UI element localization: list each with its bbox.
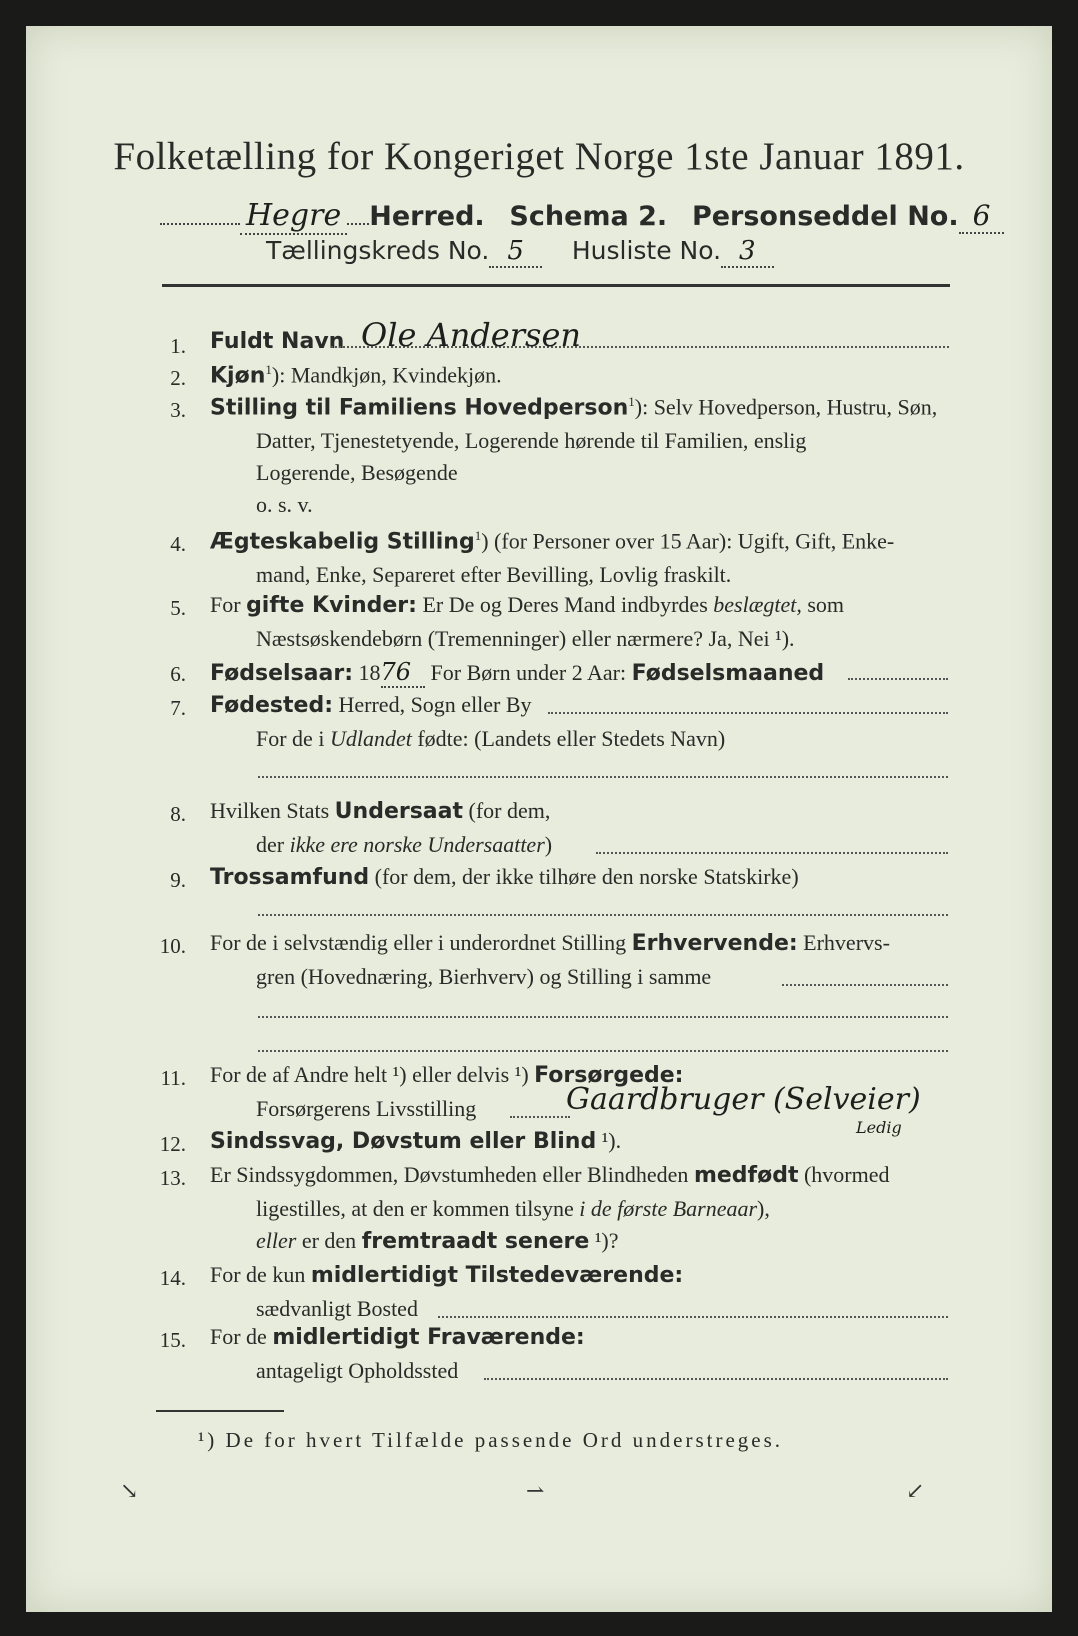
herred-value: Hegre [240, 198, 347, 235]
full-name-value: Ole Andersen [361, 316, 581, 354]
kreds-value: 5 [489, 236, 542, 268]
husliste-label: Husliste No. [571, 236, 722, 265]
item-13-line-2: ligestilles, at den er kommen tilsyne i de første Barneaar), [256, 1196, 770, 1221]
dotted-line [484, 1378, 948, 1380]
item-8-line-2: der ikke ere norske Undersaatter) [256, 832, 553, 857]
center-mark: ⇀ [526, 1478, 545, 1503]
footnote-rule [156, 1410, 284, 1412]
header-line-2 [160, 198, 1004, 233]
item-14-line-2: sædvanligt Bosted [256, 1296, 418, 1321]
schema-label: Schema 2. [509, 201, 668, 232]
item-13: Er Sindssygdommen, Døvstumheden eller Blindheden medfødt (hvormed [210, 1162, 890, 1188]
item-label: midlertidigt Tilstedeværende: [310, 1263, 684, 1288]
provider-occupation-note: Ledig [856, 1118, 902, 1137]
item-number: 2. [170, 366, 186, 390]
item-label: midlertidigt Fraværende: [272, 1325, 585, 1350]
corner-mark-left: ↘ [120, 1478, 139, 1503]
item-9: Trossamfund (for dem, der ikke tilhøre den norske Statskirke) [210, 864, 799, 890]
item-4: Ægteskabelig Stilling$^1$) (for Personer over 15 Aar): Ugift, Gift, Enke- [210, 528, 895, 555]
item-11-line-2: Forsørgerens Livsstilling [256, 1096, 477, 1121]
item-12: Sindssvag, Døvstum eller Blind ¹). [210, 1128, 622, 1154]
item-7: Fødested: Herred, Sogn eller By [210, 692, 532, 718]
footnote: ¹) De for hvert Tilfælde passende Ord understreges. [198, 1428, 784, 1452]
item-number: 8. [170, 802, 186, 826]
item-number: 11. [160, 1066, 186, 1090]
item-number: 6. [170, 662, 186, 686]
item-label: Kjøn [210, 363, 266, 389]
item-15-line-2: antageligt Opholdssted [256, 1358, 459, 1383]
item-number: 9. [170, 868, 186, 892]
item-label: Ægteskabelig Stilling [210, 529, 475, 555]
item-label: Erhvervende: [631, 931, 798, 956]
item-3-line-3: Logerende, Besøgende [256, 460, 458, 485]
item-number: 4. [170, 532, 186, 556]
item-number: 3. [170, 398, 186, 422]
dotted-line [596, 852, 948, 854]
header-rule [162, 284, 950, 287]
header-line-3 [266, 236, 774, 266]
dotted-line [258, 776, 948, 778]
item-15: For de midlertidigt Fraværende: [210, 1324, 585, 1350]
provider-occupation-value: Gaardbruger (Selveier) [566, 1082, 921, 1117]
item-6: Fødselsaar: 1876 For Børn under 2 Aar: Fødselsmaaned [210, 658, 825, 686]
item-11: For de af Andre helt ¹) eller delvis ¹) Forsørgede: [210, 1062, 684, 1088]
dotted-line [510, 1116, 570, 1118]
herred-label: Herred. [369, 201, 485, 232]
item-5-line-2: Næstsøskendebørn (Tremenninger) eller nærmere? Ja, Nei ¹). [256, 626, 795, 651]
item-number: 10. [159, 934, 186, 958]
census-form [26, 26, 1052, 1612]
item-1 [210, 328, 344, 354]
item-10-line-2: gren (Hovednæring, Bierhverv) og Stilling i samme [256, 964, 712, 989]
birth-year-value: 76 [381, 658, 426, 688]
item-3: Stilling til Familiens Hovedperson$^1$): Selv Hovedperson, Hustru, Søn, [210, 394, 938, 421]
item-2: Kjøn$^1$): Mandkjøn, Kvindekjøn. [210, 362, 502, 389]
dotted-line [782, 984, 948, 986]
item-label: Undersaat [334, 799, 464, 824]
form-title: Folketælling for Kongeriget Norge 1ste Januar 1891. [113, 135, 965, 178]
item-label: Trossamfund [210, 865, 370, 890]
item-13-line-3: eller er den fremtraadt senere ¹)? [256, 1228, 619, 1254]
item-number: 5. [170, 596, 186, 620]
dotted-line [258, 1050, 948, 1052]
item-5: For gifte Kvinder: Er De og Deres Mand indbyrdes beslægtet, som [210, 592, 845, 618]
item-label: Fuldt Navn [210, 329, 345, 354]
item-number: 1. [170, 334, 186, 358]
item-label: medfødt [693, 1163, 799, 1188]
dotted-line [548, 712, 948, 714]
item-8: Hvilken Stats Undersaat (for dem, [210, 798, 551, 824]
item-label: Sindssvag, Døvstum eller Blind [210, 1129, 597, 1154]
corner-mark-right: ↙ [906, 1478, 925, 1503]
item-number: 12. [159, 1132, 186, 1156]
item-4-line-2: mand, Enke, Separeret efter Bevilling, Lovlig fraskilt. [256, 562, 732, 587]
dotted-line [258, 914, 948, 916]
item-number: 15. [159, 1328, 186, 1352]
item-label: Fødested: [210, 693, 333, 718]
item-label: gifte Kvinder: [246, 593, 417, 618]
item-number: 13. [159, 1166, 186, 1190]
item-10: For de i selvstændig eller i underordnet Stilling Erhvervende: Erhvervs- [210, 930, 890, 956]
kreds-label: Tællingskreds No. [266, 236, 490, 265]
personseddel-label: Personseddel No. [691, 201, 959, 232]
husliste-value: 3 [721, 236, 774, 268]
item-label: Stilling til Familiens Hovedperson [210, 395, 629, 421]
dotted-line [258, 1016, 948, 1018]
item-3-line-4: o. s. v. [256, 492, 313, 517]
item-number: 7. [170, 696, 186, 720]
dotted-line [438, 1316, 948, 1318]
item-3-line-2: Datter, Tjenestetyende, Logerende hørende til Familien, enslig [256, 428, 807, 453]
item-number: 14. [159, 1266, 186, 1290]
item-label: Fødselsaar: [210, 661, 353, 686]
item-label: Forsørgede: [534, 1063, 684, 1088]
personseddel-value: 6 [959, 199, 1005, 234]
item-7-line-2: For de i Udlandet fødte: (Landets eller Stedets Navn) [256, 726, 726, 751]
item-14: For de kun midlertidigt Tilstedeværende: [210, 1262, 684, 1288]
dotted-line [848, 678, 948, 680]
